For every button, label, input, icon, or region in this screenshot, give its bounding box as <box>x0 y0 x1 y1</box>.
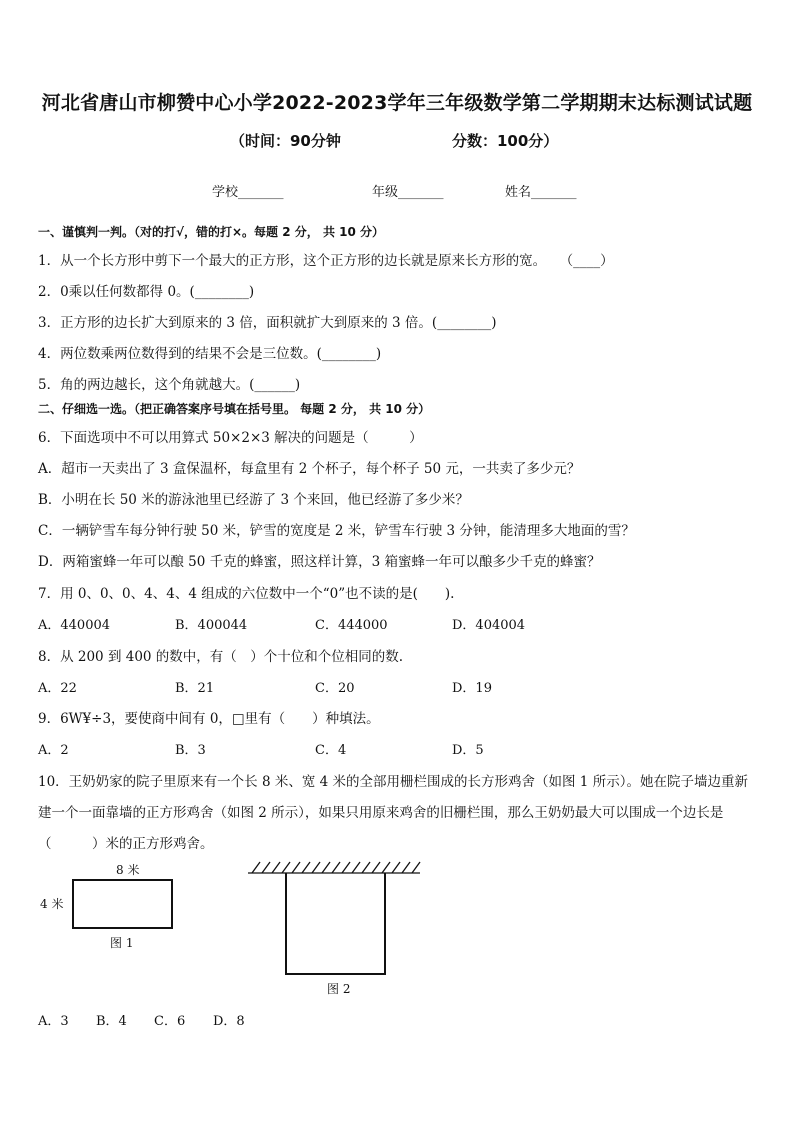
q10-option-c: C．6 <box>154 1014 186 1029</box>
q6-option-b: B．小明在长 50 米的游泳池里已经游了 3 个来回，他已经游了多少米？ <box>38 492 469 508</box>
section2-heading: 二、仔细选一选。（把正确答案序号填在括号里。 每题 2 分， 共 10 分） <box>38 402 431 416</box>
question-3: 3．正方形的边长扩大到原来的 3 倍，面积就扩大到原来的 3 倍。(________) <box>38 315 497 331</box>
q8-option-c: C．20 <box>315 681 355 696</box>
q9-option-b: B．3 <box>175 743 206 758</box>
figure2-diagram <box>246 860 422 980</box>
question-10-line1: 10．王奶奶家的院子里原来有一个长 8 米、宽 4 米的全部用栅栏围成的长方形鸡舍（如图 1 所示）。她在院子墙边重新 <box>38 774 748 790</box>
figure1-length-label: 8 米 <box>116 863 140 877</box>
q6-option-d: D．两箱蜜蜂一年可以酿 50 千克的蜂蜜，照这样计算，3 箱蜜蜂一年可以酿多少千克的蜂蜜？ <box>38 554 601 570</box>
q8-option-a: A．22 <box>38 681 77 696</box>
section1-heading: 一、谨慎判一判。（对的打√，错的打×。每题 2 分， 共 10 分） <box>38 225 384 239</box>
exam-time: （时间：90分钟 <box>230 132 341 150</box>
question-1: 1．从一个长方形中剪下一个最大的正方形，这个正方形的边长就是原来长方形的宽。 （____） <box>38 253 614 269</box>
figure1-width-label: 4 米 <box>40 897 64 911</box>
q9-option-c: C．4 <box>315 743 347 758</box>
question-8: 8．从 200 到 400 的数中，有（ ）个十位和个位相同的数. <box>38 649 404 665</box>
question-9: 9．6W¥÷3，要使商中间有 0，□里有（ ）种填法。 <box>38 711 380 727</box>
q8-option-b: B．21 <box>175 681 215 696</box>
q7-option-a: A．440004 <box>38 618 111 633</box>
question-7: 7．用 0、0、0、4、4、4 组成的六位数中一个“0”也不读的是( ). <box>38 586 455 602</box>
name-field[interactable]: 姓名_______ <box>505 185 577 200</box>
q7-option-b: B．400044 <box>175 618 248 633</box>
q7-option-d: D．404004 <box>452 618 526 633</box>
question-2: 2．0乘以任何数都得 0。(________) <box>38 284 255 300</box>
question-10-line3: （ ）米的正方形鸡舍。 <box>38 836 214 852</box>
school-field[interactable]: 学校_______ <box>212 185 284 200</box>
q10-option-b: B．4 <box>96 1014 127 1029</box>
q6-option-c: C．一辆铲雪车每分钟行驶 50 米，铲雪的宽度是 2 米，铲雪车行驶 3 分钟，能清理多大地面的雪？ <box>38 523 635 539</box>
figure1-caption: 图 1 <box>110 936 134 950</box>
wall-hatching <box>248 862 420 873</box>
question-10-line2: 建一个一面靠墙的正方形鸡舍（如图 2 所示），如果只用原来鸡舍的旧栅栏围，那么王奶奶最大可以围成一个边长是 <box>38 805 724 821</box>
q10-option-a: A．3 <box>38 1014 69 1029</box>
question-4: 4．两位数乘两位数得到的结果不会是三位数。(________) <box>38 346 382 362</box>
figure2-caption: 图 2 <box>327 982 351 996</box>
q9-option-d: D．5 <box>452 743 484 758</box>
page-title: 河北省唐山市柳赞中心小学2022-2023学年三年级数学第二学期期末达标测试试题 <box>41 92 753 114</box>
q7-option-c: C．444000 <box>315 618 388 633</box>
square-pen <box>286 873 385 974</box>
question-5: 5．角的两边越长，这个角就越大。(______) <box>38 377 301 393</box>
q6-option-a: A．超市一天卖出了 3 盒保温杯，每盒里有 2 个杯子，每个杯子 50 元，一共卖了多少元？ <box>38 461 581 477</box>
figure1-rectangle <box>72 879 173 929</box>
grade-field[interactable]: 年级_______ <box>372 185 444 200</box>
q8-option-d: D．19 <box>452 681 492 696</box>
q10-option-d: D．8 <box>213 1014 245 1029</box>
question-6: 6．下面选项中不可以用算式 50×2×3 解决的问题是（ ） <box>38 430 423 446</box>
q9-option-a: A．2 <box>38 743 69 758</box>
exam-score: 分数：100分） <box>452 132 559 150</box>
